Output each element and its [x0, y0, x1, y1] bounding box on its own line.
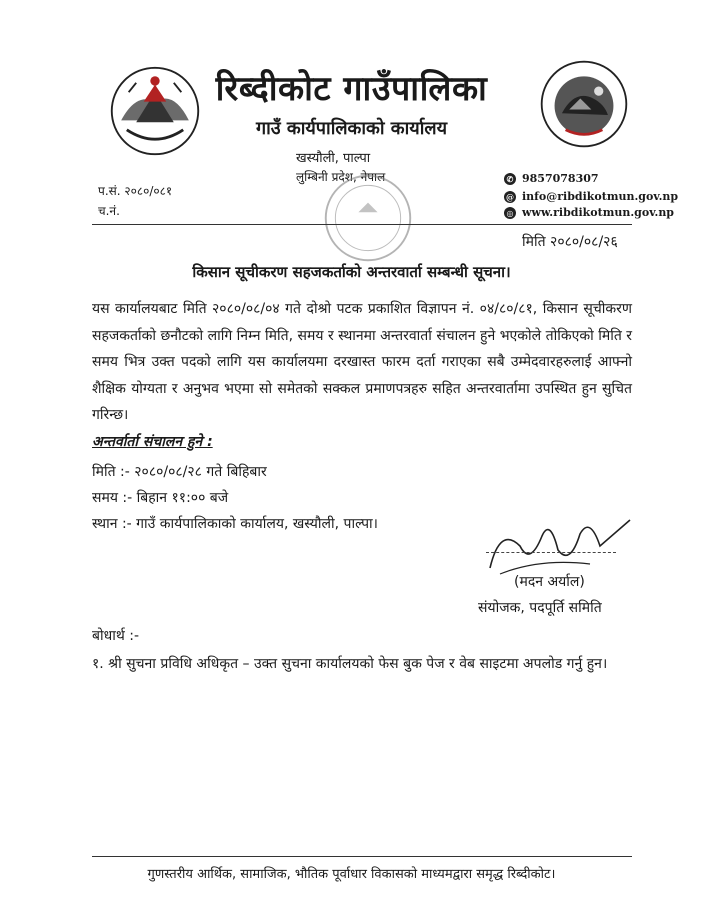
address-line-2: लुम्बिनी प्रदेश, नेपाल: [296, 170, 386, 184]
signature-line: [486, 552, 616, 553]
office-title: रिब्दीकोट गाउँपालिका: [215, 69, 488, 109]
dispatch-number: च.नं.: [98, 204, 120, 218]
website-url: www.ribdikotmun.gov.np: [522, 206, 675, 219]
notice-body: यस कार्यालयबाट मिति २०८०/०८/०४ गते दोश्रो पटक प्रकाशित विज्ञापन नं. ०४/८०/८१, किसान सूचीकरण सहजकर्ताको छनौटको लागि निम्न मिति, समय र स्थानमा अन्तरवार्ता संचालन हुने भएकोले तोकिएको मिति र समय भित्र उक्त पदको लागि यस कार्यालयमा दरखास्त फारम दर्ता गराएका सबै उम्मेदवारहरुलाई आफ्नो शैक्षिक योग्यता र अनुभव भएमा सो समेतको सक्कल प्रमाणपत्रहरु सहित अन्तरवार्तामा उपस्थित हुन सुचित गरिन्छ।: [92, 301, 632, 423]
cc-item: १. श्री सुचना प्रविधि अधिकृत – उक्त सुचना कार्यालयको फेस बुक पेज र वेब साइटमा अपलोड गर्नु हुन।: [92, 656, 608, 672]
email-contact: [504, 190, 678, 203]
globe-icon: ◎: [504, 207, 516, 219]
office-subtitle: गाउँ कार्यपालिकाको कार्यालय: [255, 118, 448, 139]
email-icon: @: [506, 191, 514, 202]
interview-place: स्थान :- गाउँ कार्यपालिकाको कार्यालय, खस्यौली, पाल्पा।: [92, 516, 378, 532]
signatory-name: (मदन अर्याल): [514, 574, 585, 590]
email-address: info@ribdikotmun.gov.np: [522, 190, 679, 203]
website-contact: [504, 206, 674, 219]
footer-slogan: गुणस्तरीय आर्थिक, सामाजिक, भौतिक पूर्वाधार विकासको माध्यमद्वारा समृद्ध रिब्दीकोट।: [147, 867, 556, 882]
phone-icon: ✆: [504, 173, 516, 185]
footer-divider: [92, 856, 632, 857]
cc-label: बोधार्थ :-: [92, 628, 140, 644]
reference-number: प.सं. २०८०/०८१: [98, 184, 173, 198]
office-stamp-icon: [318, 170, 418, 266]
address-line-1: खस्यौली, पाल्पा: [296, 151, 371, 166]
interview-heading: अन्तर्वार्ता संचालन हुने :: [92, 434, 213, 450]
signatory-role: संयोजक, पदपूर्ति समिति: [478, 600, 602, 616]
letter-date: मिति २०८०/०८/२६: [522, 234, 618, 250]
phone-number: 9857078307: [522, 172, 599, 185]
phone-contact: [504, 172, 599, 185]
header-divider: [92, 224, 632, 225]
interview-time: समय :- बिहान ११:०० बजे: [92, 490, 229, 506]
interview-date: मिति :- २०८०/०८/२८ गते बिहिबार: [92, 464, 267, 480]
notice-heading: किसान सूचीकरण सहजकर्ताको अन्तरवार्ता सम्बन्धी सूचना।: [192, 263, 511, 281]
